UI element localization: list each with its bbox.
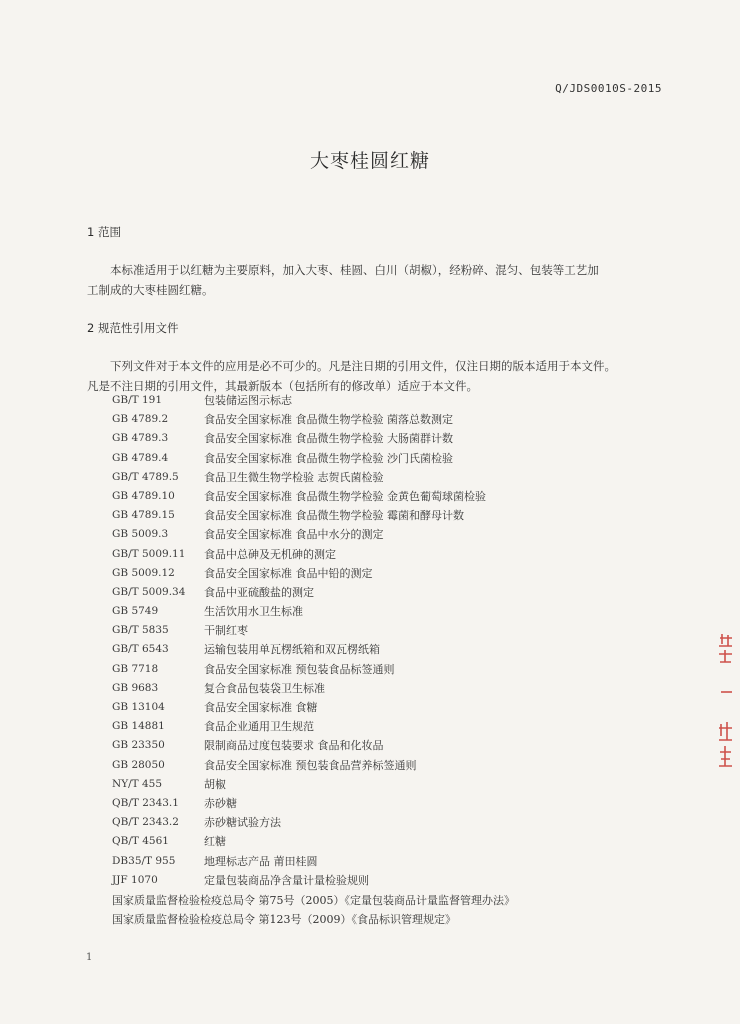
decree-item: 国家质量监督检验检疫总局令 第123号（2009）《食品标识管理规定》 — [112, 913, 456, 927]
reference-item — [112, 429, 632, 448]
reference-item — [112, 852, 632, 871]
reference-title: 复合食品包装袋卫生标准 — [204, 681, 325, 695]
page-number: 1 — [86, 952, 93, 963]
reference-title: 食品企业通用卫生规范 — [204, 720, 314, 734]
paragraph-line: 工制成的大枣桂圆红糖。 — [87, 283, 214, 297]
reference-item — [112, 775, 632, 794]
reference-item — [112, 391, 632, 410]
reference-item — [112, 449, 632, 468]
reference-code: GB 4789.2 — [112, 413, 169, 426]
reference-code: GB 28050 — [112, 758, 165, 771]
decree-item: 国家质量监督检验检疫总局令 第75号（2005）《定量包装商品计量监督管理办法》 — [112, 894, 515, 907]
section-1-heading: 1 范围 — [87, 225, 121, 239]
reference-item — [112, 602, 632, 621]
reference-item — [112, 564, 632, 583]
reference-code: GB 7718 — [112, 662, 159, 675]
reference-title: 限制商品过度包装要求 食品和化妆品 — [204, 739, 384, 753]
reference-code: GB 5009.12 — [112, 566, 175, 579]
reference-code: GB 9683 — [112, 681, 159, 694]
reference-code: GB 4789.4 — [112, 451, 169, 464]
reference-title: 包装储运图示标志 — [204, 394, 292, 407]
reference-title: 食品安全国家标准 食品微生物学检验 沙门氏菌检验 — [204, 451, 453, 465]
reference-code: DB35/T 955 — [112, 854, 176, 867]
reference-title: 地理标志产品 莆田桂圆 — [204, 854, 318, 868]
reference-item — [112, 813, 632, 832]
reference-code: GB 23350 — [112, 739, 165, 752]
paragraph-line: 凡是不注日期的引用文件，其最新版本（包括所有的修改单）适应于本文件。 — [87, 379, 478, 393]
page-title: 大枣桂圆红糖 — [309, 150, 430, 172]
reference-item — [112, 640, 632, 659]
reference-item — [112, 736, 632, 755]
reference-code: GB/T 5835 — [112, 624, 169, 637]
reference-code: QB/T 2343.1 — [112, 796, 179, 809]
reference-title: 食品安全国家标准 预包装食品营养标签通则 — [204, 758, 417, 772]
reference-title: 食品安全国家标准 预包装食品标签通则 — [204, 662, 395, 676]
reference-item — [112, 468, 632, 487]
reference-item — [112, 679, 632, 698]
reference-title: 食品安全国家标准 食品微生物学检验 大肠菌群计数 — [204, 432, 453, 446]
reference-list — [112, 391, 632, 890]
reference-code: GB 4789.10 — [112, 489, 175, 502]
reference-title: 食品安全国家标准 食糖 — [204, 701, 318, 714]
reference-code: NY/T 455 — [112, 777, 163, 790]
reference-title: 赤砂糖 — [204, 796, 237, 810]
reference-item — [112, 698, 632, 717]
reference-code: JJF 1070 — [112, 873, 158, 886]
reference-title: 生活饮用水卫生标准 — [204, 605, 303, 619]
reference-item — [112, 583, 632, 602]
reference-code: GB 4789.3 — [112, 432, 169, 445]
reference-title: 食品安全国家标准 食品微生物学检验 菌落总数测定 — [204, 413, 453, 427]
reference-item — [112, 756, 632, 775]
reference-title: 食品安全国家标准 食品中铅的测定 — [204, 566, 373, 580]
section-1-paragraph — [87, 260, 667, 300]
reference-title: 干制红枣 — [204, 624, 248, 638]
reference-code: GB 14881 — [112, 720, 165, 733]
reference-item — [112, 660, 632, 679]
reference-title: 赤砂糖试验方法 — [204, 816, 281, 830]
standard-code: Q/JDS0010S-2015 — [555, 82, 662, 95]
reference-item — [112, 410, 632, 429]
reference-code: GB/T 191 — [112, 394, 163, 406]
reference-title: 红糖 — [204, 835, 226, 849]
seal-stamp-fragment — [716, 632, 734, 782]
reference-item — [112, 794, 632, 813]
reference-title: 定量包装商品净含量计量检验规则 — [204, 873, 369, 887]
reference-title: 食品中亚硫酸盐的测定 — [204, 585, 314, 599]
reference-code: GB/T 6543 — [112, 643, 169, 656]
reference-item — [112, 871, 632, 890]
reference-item — [112, 506, 632, 525]
paragraph-line: 本标准适用于以红糖为主要原料，加入大枣、桂圆、白川（胡椒），经粉碎、混匀、包装等工艺加 — [110, 263, 599, 277]
reference-title: 食品安全国家标准 食品微生物学检验 金黄色葡萄球菌检验 — [204, 489, 486, 503]
reference-title: 食品安全国家标准 食品微生物学检验 霉菌和酵母计数 — [204, 509, 464, 523]
reference-code: GB 5009.3 — [112, 528, 169, 541]
reference-title: 食品卫生微生物学检验 志贺氏菌检验 — [204, 470, 384, 484]
reference-item — [112, 487, 632, 506]
reference-code: QB/T 2343.2 — [112, 816, 179, 829]
decree-list — [112, 891, 632, 929]
paragraph-line: 下列文件对于本文件的应用是必不可少的。凡是注日期的引用文件，仅注日期的版本适用于本文件。 — [110, 359, 616, 373]
reference-item — [112, 717, 632, 736]
reference-code: GB/T 5009.11 — [112, 547, 186, 560]
reference-code: GB/T 4789.5 — [112, 470, 179, 483]
reference-code: GB 5749 — [112, 605, 159, 618]
reference-code: GB/T 5009.34 — [112, 585, 186, 598]
reference-code: GB 4789.15 — [112, 509, 175, 522]
section-2-heading: 2 规范性引用文件 — [87, 321, 179, 335]
reference-item — [112, 525, 632, 544]
reference-code: QB/T 4561 — [112, 835, 169, 848]
reference-title: 运输包装用单瓦楞纸箱和双瓦楞纸箱 — [204, 643, 380, 657]
section-2-paragraph — [87, 356, 667, 396]
reference-item — [112, 832, 632, 851]
reference-item — [112, 545, 632, 564]
reference-title: 食品安全国家标准 食品中水分的测定 — [204, 528, 384, 542]
reference-item — [112, 621, 632, 640]
reference-code: GB 13104 — [112, 701, 165, 713]
reference-title: 食品中总砷及无机砷的测定 — [204, 547, 336, 561]
reference-title: 胡椒 — [204, 777, 226, 791]
